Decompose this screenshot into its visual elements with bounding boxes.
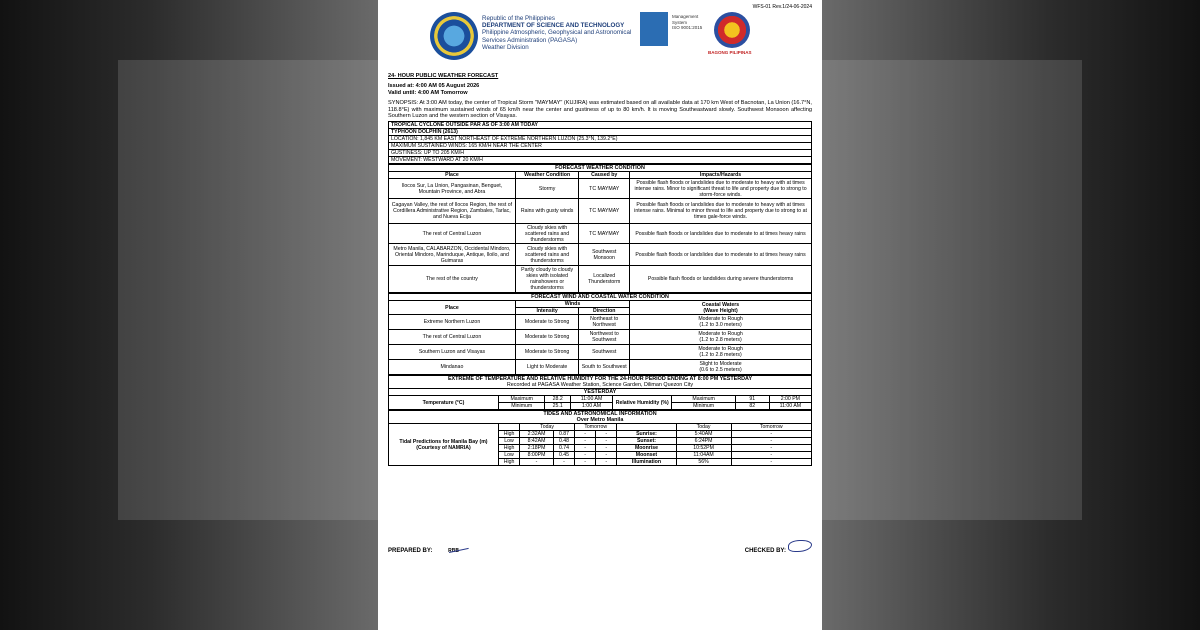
table-row: Metro Manila, CALABARZON, Occidental Mindoro, Oriental Mindoro, Marinduque, Antique, Iloilo, and Guimaras Cloudy skies with scattered rains and thunderstorms Southwest Monsoon Possible flash floods or landslides due to moderate to at times heavy rains — [389, 244, 812, 266]
valid-until: Valid until: 4:00 AM Tomorrow — [388, 89, 468, 96]
document-title: 24- HOUR PUBLIC WEATHER FORECAST — [388, 73, 499, 79]
tides-subheading: Over Metro Manila — [576, 417, 624, 424]
extreme-heading: EXTREME OF TEMPERATURE AND RELATIVE HUMIDITY FOR THE 24-HOUR PERIOD ENDING AT 8:00 PM YESTERDAY — [447, 376, 753, 383]
table-row: Ilocos Sur, La Union, Pangasinan, Benguet, Mountain Province, and Abra Stormy TC MAYMAY Possible flash floods or landslides due to moderate to heavy with at times intense rains. Minor to significant threat to life and property due to strong to storm-force winds. — [389, 179, 812, 199]
cyclone-winds: MAXIMUM SUSTAINED WINDS: 165 KM/H NEAR THE CENTER — [389, 143, 812, 150]
document-header — [378, 0, 822, 68]
table-row: The rest of Central Luzon Moderate to Strong Northwest to Southwest Moderate to Rough (1.2 to 2.8 meters) — [389, 330, 812, 345]
bagong-pilipinas-logo — [714, 12, 750, 48]
document-footer — [388, 548, 812, 554]
humidity-label: Relative Humidity (%) — [613, 396, 672, 410]
forecast-document — [378, 0, 822, 630]
table-row: Extreme Northern Luzon Moderate to Strong Northeast to Northwest Moderate to Rough (1.2 to 3.0 meters) — [389, 315, 812, 330]
tides-table: TIDES AND ASTRONOMICAL INFORMATION Over Metro Manila Tidal Predictions for Manila Bay (m) (Courtesy of NAMRIA) Today Tomorrow Today Tomorrow High 2:32AM 0.87 - - Sunrise: 5:40AM - Low 8:42AM 0.48 - - Sunset: 6:24PM - High 2:18PM 0.74 - - Moonrise 10:52PM - Low 8:00PM 0.45 - - Moonset 11:04AM - High - - - - Illumination 56% - — [388, 410, 812, 466]
forecast-heading: FORECAST WEATHER CONDITION — [389, 165, 812, 172]
rh-min-value: 82 — [735, 403, 769, 410]
background-left — [0, 0, 378, 630]
col-caused-by: Caused by — [579, 172, 630, 179]
certification-logo — [640, 12, 668, 46]
table-row: Low 8:00PM 0.45 - - Moonset 11:04AM - — [389, 452, 812, 459]
bagong-pilipinas-text: BAGONG PILIPINAS — [708, 50, 752, 55]
forecast-weather-table — [388, 164, 812, 293]
tides-heading: TIDES AND ASTRONOMICAL INFORMATION — [543, 411, 657, 418]
background-right — [822, 0, 1200, 630]
col-intensity: Intensity — [515, 308, 578, 315]
rh-max-value: 91 — [735, 396, 769, 403]
col-direction: Direction — [579, 308, 630, 315]
table-row: High 2:18PM 0.74 - - Moonrise 10:52PM - — [389, 445, 812, 452]
extreme-subheading: Recorded at PAGASA Weather Station, Science Garden, Diliman Quezon City — [506, 382, 694, 389]
cyclone-name: TYPHOON DOLPHIN (2613) — [389, 129, 812, 136]
col-place: Place — [389, 172, 516, 179]
prepared-signature — [447, 540, 468, 553]
extreme-temperature-table: EXTREME OF TEMPERATURE AND RELATIVE HUMIDITY FOR THE 24-HOUR PERIOD ENDING AT 8:00 PM YESTERDAY Recorded at PAGASA Weather Station, Science Garden, Diliman Quezon City YESTERDAY Temperature (°C) Maximum 28.2 11:00 AM Relative Humidity (%) Maximum 91 2:00 PM Minimum 25.1 1:00 AM Minimum 82 11:00 AM — [388, 375, 812, 410]
table-row: Low 8:42AM 0.48 - - Sunset: 6:24PM - — [389, 438, 812, 445]
temperature-label: Temperature (°C) — [389, 396, 499, 410]
col-coastal: Coastal Waters (Wave Height) — [630, 301, 812, 315]
prepared-by-label: PREPARED BY: — [388, 548, 433, 554]
table-row: Mindanao Light to Moderate South to Southwest Slight to Moderate (0.6 to 2.5 meters) — [389, 360, 812, 375]
tidal-predictions-label: Tidal Predictions for Manila Bay (m) (Courtesy of NAMRIA) — [389, 424, 499, 466]
col-impacts: Impacts/Hazards — [630, 172, 812, 179]
issued-at: Issued at: 4:00 AM 05 August 2026 — [388, 83, 480, 90]
prepared-by-initials: RBB — [448, 548, 459, 554]
table-row: The rest of the country Partly cloudy to cloudy skies with isolated rainshowers or thunderstorms Localized Thunderstorm Possible flash floods or landslides during severe thunderstorms — [389, 266, 812, 293]
col-weather: Weather Condition — [515, 172, 578, 179]
pagasa-seal-logo — [430, 12, 478, 60]
table-row: Southern Luzon and Visayas Moderate to Strong Southwest Moderate to Rough (1.2 to 2.8 meters) — [389, 345, 812, 360]
cyclone-movement: MOVEMENT: WESTWARD AT 20 KM/H — [389, 157, 812, 164]
table-row: High - - - - Illumination 56% - — [389, 459, 812, 466]
cyclone-outside-heading: TROPICAL CYCLONE OUTSIDE PAR AS OF 3:00 AM TODAY — [389, 122, 812, 129]
yesterday-label: YESTERDAY — [389, 389, 812, 396]
table-row: High 2:32AM 0.87 - - Sunrise: 5:40AM - — [389, 431, 812, 438]
col-wind-place: Place — [389, 301, 516, 315]
col-winds: Winds — [515, 301, 629, 308]
checked-by-label: CHECKED BY: — [744, 548, 786, 554]
document-body — [388, 68, 812, 466]
certification-text: Management System ISO 9001:2015 — [672, 14, 703, 30]
temp-min-value: 25.1 — [545, 403, 570, 410]
cyclone-location: LOCATION: 1,845 KM EAST NORTHEAST OF EXTREME NORTHERN LUZON (25.3°N, 139.2°E) — [389, 136, 812, 143]
cyclone-outside-table — [388, 121, 812, 164]
table-row: Cagayan Valley, the rest of Ilocos Region, the rest of Cordillera Administrative Region, Zambales, Tarlac, and Nueva Ecija Rains with gusty winds TC MAYMAY Possible flash floods or landslides due to moderate to heavy with at times intense rains. Minimal to minor threat to life and property due to strong to at times gale-force winds. — [389, 199, 812, 224]
revision-code: WFS-01 Rev.1/24-06-2024 — [752, 4, 812, 10]
wind-coastal-table — [388, 293, 812, 375]
synopsis: SYNOPSIS: At 3:00 AM today, the center of Tropical Storm "MAYMAY" (KUJIRA) was estimated based on all available data at 170 km West of Bacnotan, La Union (16.7°N, 118.8°E) with maximum sustained winds of 65 km/h near the center and gustiness of up to 80 km/h. It is moving Southeastward slowly. Southwest Monsoon affecting Southern Luzon and the western section of Visayas. — [388, 100, 812, 120]
wind-heading: FORECAST WIND AND COASTAL WATER CONDITION — [389, 294, 812, 301]
table-row: The rest of Central Luzon Cloudy skies with scattered rains and thunderstorms TC MAYMAY Possible flash floods or landslides due to moderate to at times heavy rains — [389, 224, 812, 244]
temp-max-value: 28.2 — [545, 396, 570, 403]
checked-signature — [788, 540, 812, 552]
cyclone-gustiness: GUSTINESS: UP TO 205 KM/H — [389, 150, 812, 157]
agency-name: Republic of the Philippines DEPARTMENT OF SCIENCE AND TECHNOLOGY Philippine Atmospheric, Geophysical and Astronomical Services Administration (PAGASA) Weather Division — [482, 15, 632, 51]
